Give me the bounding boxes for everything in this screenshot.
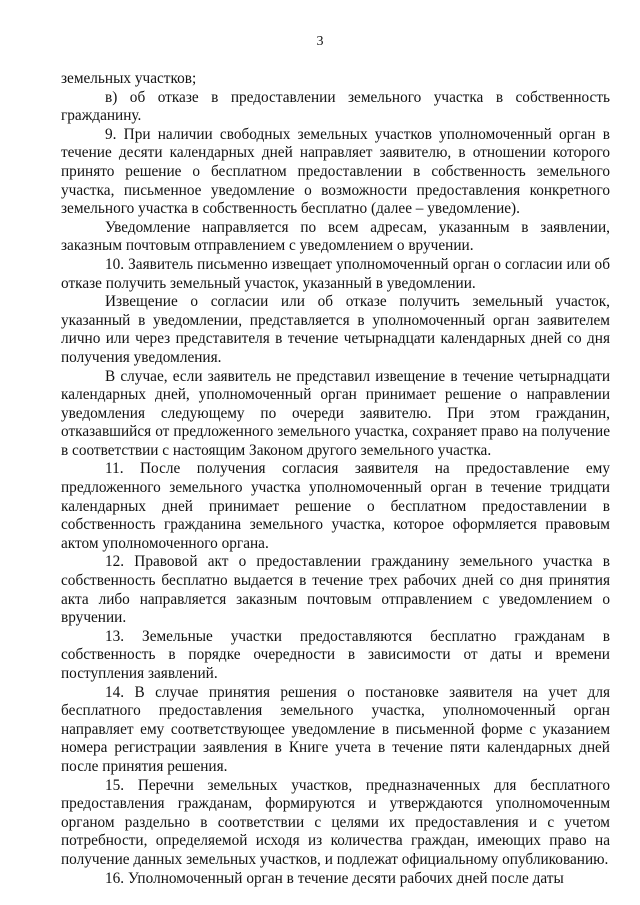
paragraph-14: 14. В случае принятия решения о постановке заявителя на учет для бесплатного предоставления земельного участка, уполномоченный орган направляет ему соответствующее уведомление в письменной форме с указанием номера регистрации заявления в Книге учета в течение пяти календарных дней после принятия решения.: [61, 683, 610, 775]
paragraph-10-no-response: В случае, если заявитель не представил извещение в течение четырнадцати календарных дней, уполномоченный орган принимает решение о направлении уведомления следующему по очереди заявителю. При этом гражданин, отказавшийся от предложенного земельного участка, сохраняет право на получение в соответствии с настоящим Законом другого земельного участка.: [61, 367, 610, 459]
paragraph-subitem-v: в) об отказе в предоставлении земельного участка в собственность гражданину.: [61, 88, 610, 125]
paragraph-continuation: земельных участков;: [61, 70, 197, 87]
document-body: [61, 70, 610, 888]
paragraph-10: 10. Заявитель письменно извещает уполномоченный орган о согласии или об отказе получить земельный участок, указанный в уведомлении.: [61, 255, 610, 292]
paragraph-16: 16. Уполномоченный орган в течение десяти рабочих дней после даты: [105, 869, 564, 887]
page-number: 3: [316, 34, 324, 49]
paragraph-11: 11. После получения согласия заявителя на предоставление ему предложенного земельного участка уполномоченный орган в течение тридцати календарных дней принимает решение о бесплатном предоставлении в собственность гражданина земельного участка, которое оформляется правовым актом уполномоченного органа.: [61, 460, 610, 552]
paragraph-10-notification: Извещение о согласии или об отказе получить земельный участок, указанный в уведомлении, представляется в уполномоченный орган заявителем лично или через представителя в течение четырнадцати календарных дней со дня получения уведомления.: [61, 293, 610, 366]
paragraph-12: 12. Правовой акт о предоставлении гражданину земельного участка в собственность бесплатно выдается в течение трех рабочих дней со дня принятия акта либо направляется заказным почтовым отправлением с уведомлением о вручении.: [61, 553, 610, 627]
paragraph-13: 13. Земельные участки предоставляются бесплатно гражданам в собственность в порядке очередности в зависимости от даты и времени поступления заявлений.: [61, 627, 610, 682]
paragraph-9-notice: Уведомление направляется по всем адресам, указанным в заявлении, заказным почтовым отправлением с уведомлением о вручении.: [61, 218, 610, 255]
paragraph-9: 9. При наличии свободных земельных участков уполномоченный орган в течение десяти календарных дней направляет заявителю, в отношении которого принято решение о бесплатном предоставлении в собственность земельного участка, письменное уведомление о возможности предоставления конкретного земельного участка в собственность бесплатно (далее – уведомление).: [61, 125, 610, 218]
paragraph-15: 15. Перечни земельных участков, предназначенных для бесплатного предоставления гражданам, формируются и утверждаются уполномоченным органом раздельно в соответствии с целями их предоставления и с учетом потребности, определяемой исходя из количества граждан, имеющих право на получение данных земельных участков, и подлежат официальному опубликованию.: [61, 776, 610, 868]
